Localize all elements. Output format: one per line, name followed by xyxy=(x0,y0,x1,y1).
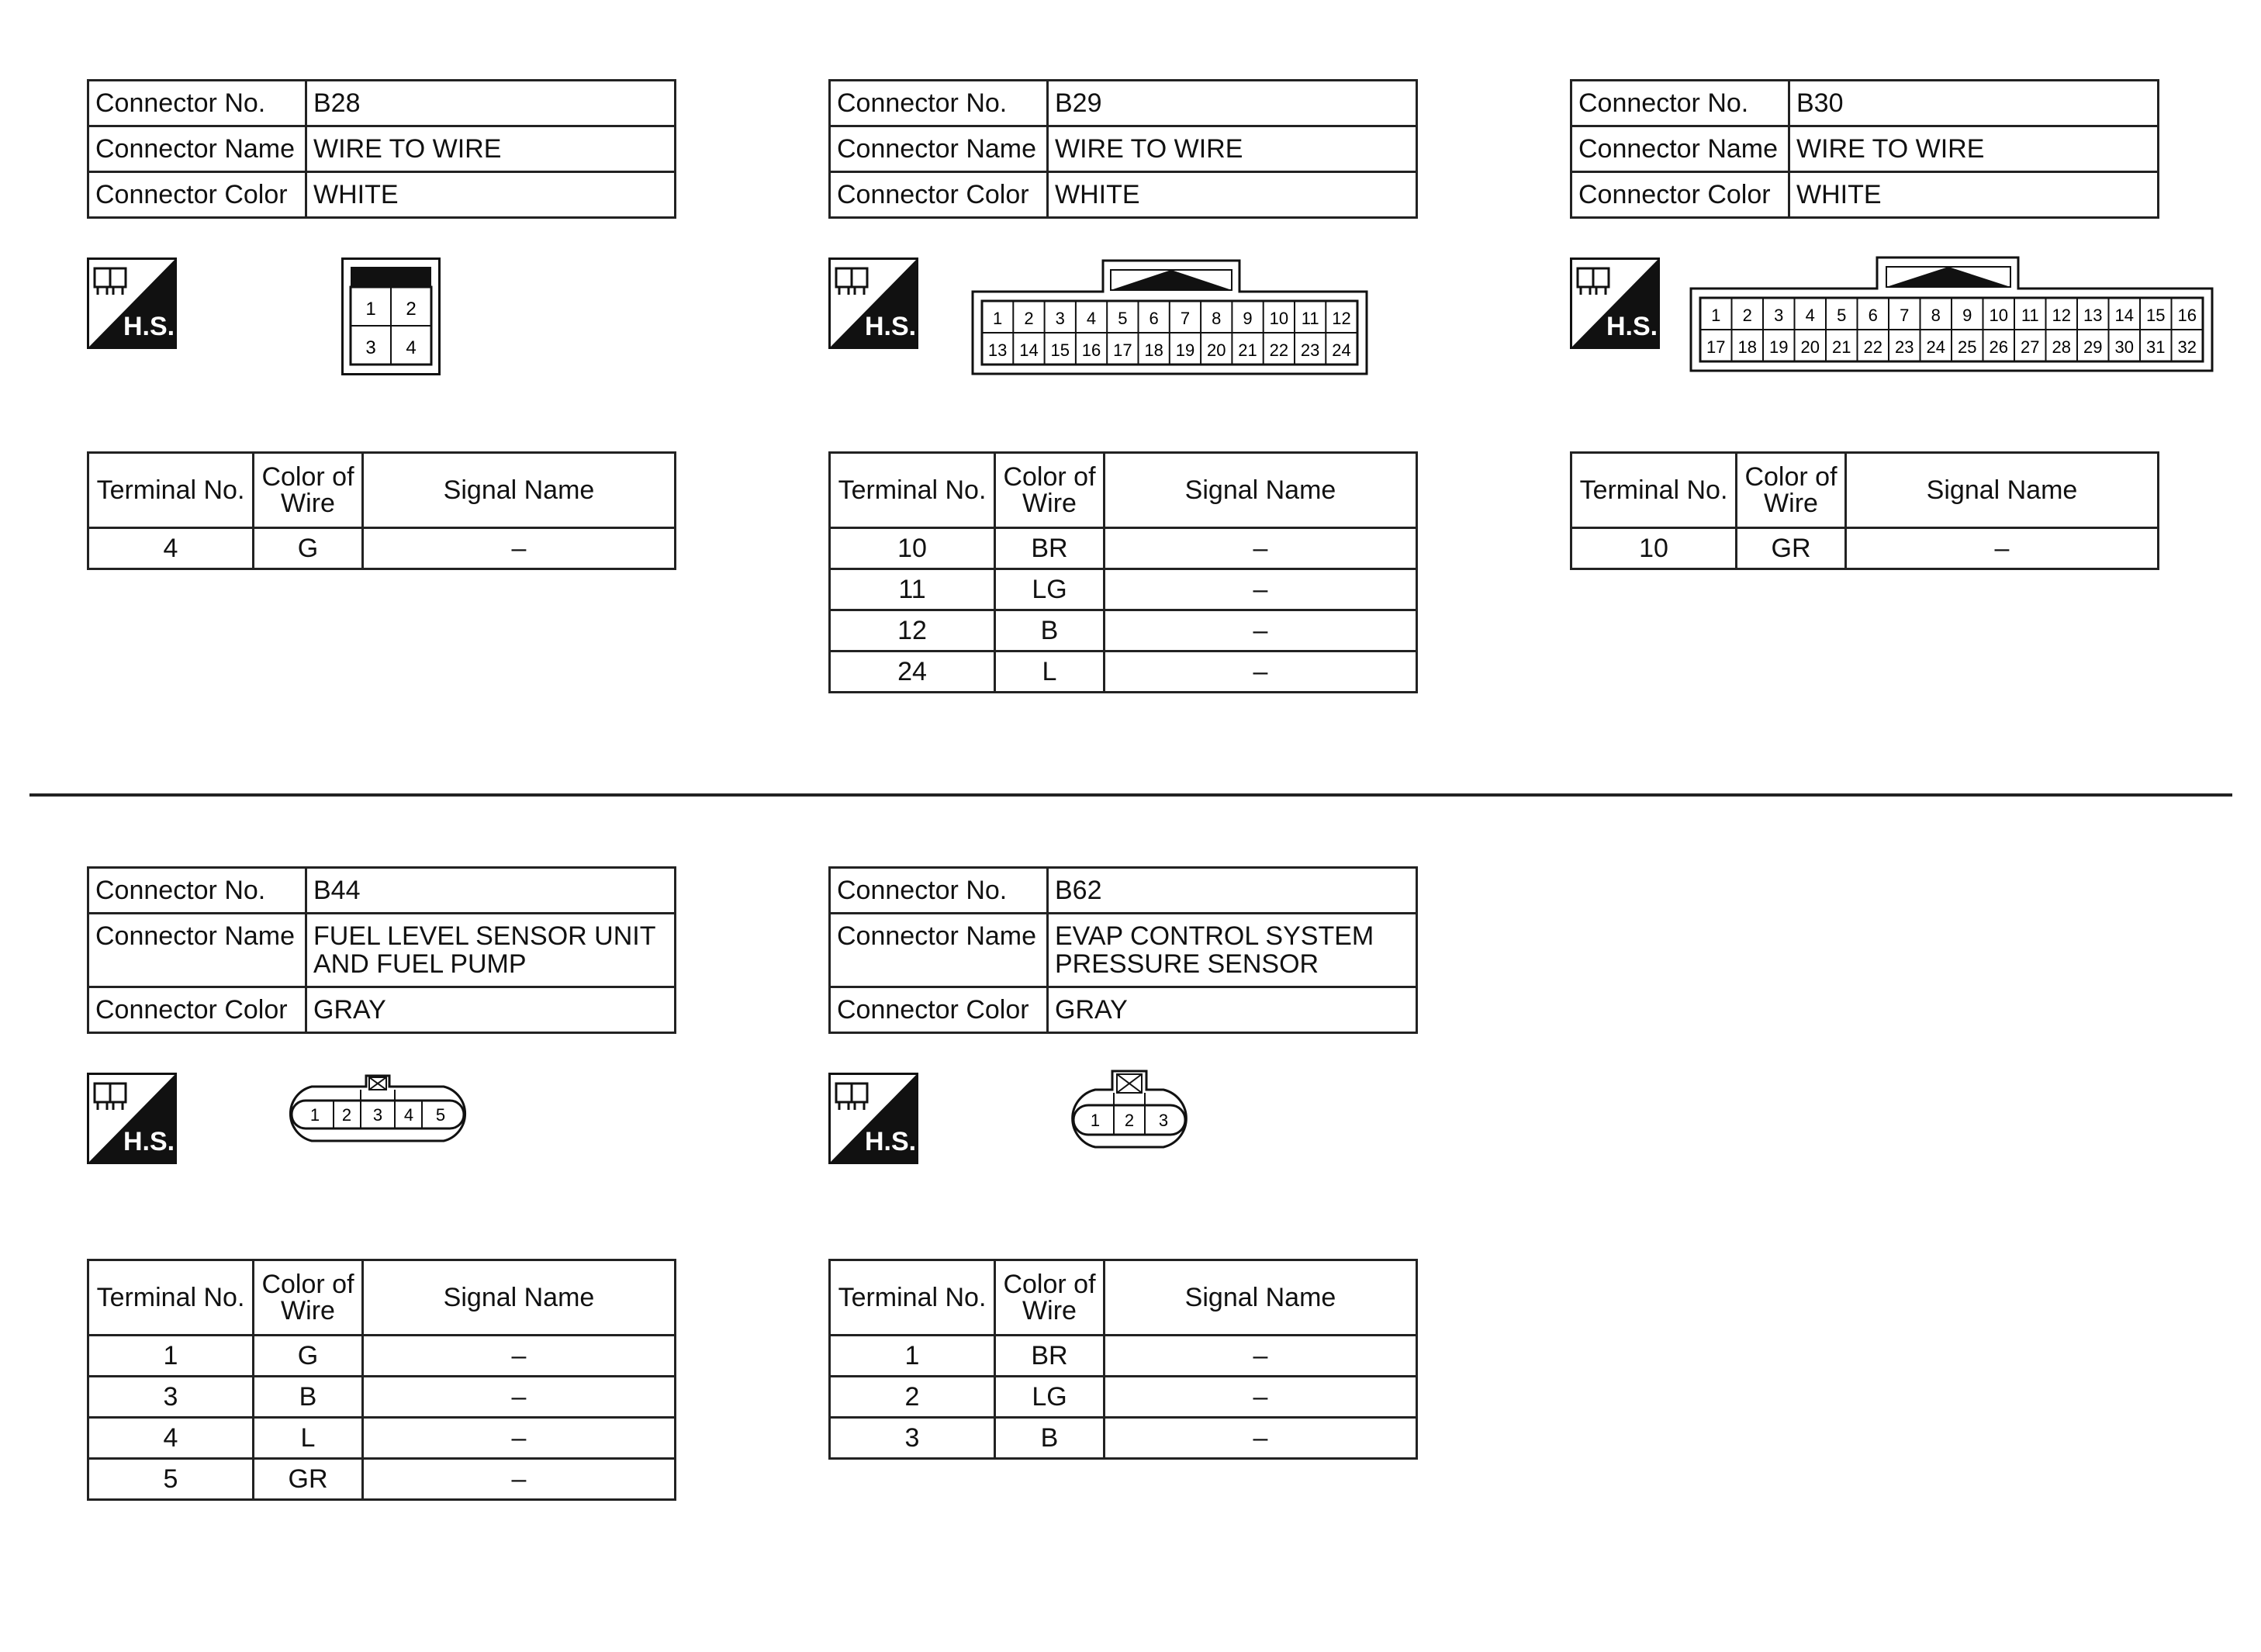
table-row: 5 GR – xyxy=(88,1459,676,1500)
connector-face-b28 xyxy=(341,257,441,375)
pin-label: 1 xyxy=(993,309,1003,328)
connector-no-value: B44 xyxy=(306,868,676,914)
pin-label: 10 xyxy=(1269,309,1289,328)
terminal-no-header: Terminal No. xyxy=(88,1260,254,1336)
connector-no-value: B30 xyxy=(1789,81,2159,126)
connector-color-value: WHITE xyxy=(306,172,676,218)
hs-label: H.S. xyxy=(864,1127,917,1156)
connector-no-label: Connector No. xyxy=(88,81,306,126)
table-row: 4 L – xyxy=(88,1418,676,1459)
connector-diagram xyxy=(1570,219,2197,451)
terminal-no-header: Terminal No. xyxy=(830,453,995,528)
pin-label: 19 xyxy=(1769,337,1789,357)
connector-no-label: Connector No. xyxy=(1571,81,1789,126)
pin-1: 1 xyxy=(365,299,376,320)
section-divider xyxy=(29,793,2232,797)
pin-label: 28 xyxy=(2052,337,2071,357)
connector-name-value: WIRE TO WIRE xyxy=(1048,126,1417,172)
pin-label: 22 xyxy=(1863,337,1882,357)
pin-label: 9 xyxy=(1243,309,1253,328)
pin-label: 17 xyxy=(1113,340,1132,360)
terminal-no-header: Terminal No. xyxy=(88,453,254,528)
pin-label: 14 xyxy=(1019,340,1039,360)
connector-name-label: Connector Name xyxy=(830,914,1048,987)
pin-5: 5 xyxy=(435,1105,446,1125)
pin-label: 26 xyxy=(1989,337,2008,357)
pin-label: 7 xyxy=(1180,309,1191,328)
connector-color-label: Connector Color xyxy=(830,987,1048,1033)
pin-1: 1 xyxy=(309,1105,320,1125)
wire-color-header: Color of Wire xyxy=(254,453,363,528)
terminal-table xyxy=(87,1259,676,1501)
connector-block-b30 xyxy=(1570,79,2197,570)
harness-side-icon xyxy=(87,1073,177,1164)
wire-color-header: Color of Wire xyxy=(995,453,1105,528)
pin-label: 13 xyxy=(987,340,1008,360)
connector-face-b29 xyxy=(971,259,1368,375)
connector-name-value: WIRE TO WIRE xyxy=(1789,126,2159,172)
connector-name-value: EVAP CONTROL SYSTEM PRESSURE SENSOR xyxy=(1048,914,1417,987)
connector-no-label: Connector No. xyxy=(830,868,1048,914)
pin-label: 18 xyxy=(1144,340,1163,360)
connector-block-b44 xyxy=(87,866,676,1501)
hs-label: H.S. xyxy=(864,312,917,341)
connector-color-label: Connector Color xyxy=(1571,172,1789,218)
connector-color-value: WHITE xyxy=(1789,172,2159,218)
pin-label: 5 xyxy=(1837,306,1847,325)
pin-label: 13 xyxy=(2083,306,2103,325)
connector-color-value: GRAY xyxy=(306,987,676,1033)
pin-label: 15 xyxy=(1050,340,1070,360)
pin-label: 30 xyxy=(2114,337,2134,357)
table-row: 10 GR – xyxy=(1571,528,2159,569)
pin-2: 2 xyxy=(1124,1111,1135,1130)
signal-name-header: Signal Name xyxy=(1105,453,1417,528)
pin-label: 32 xyxy=(2177,337,2197,357)
pin-label: 17 xyxy=(1706,337,1726,357)
pin-2: 2 xyxy=(341,1105,352,1125)
pin-label: 16 xyxy=(1081,340,1101,360)
pin-label: 3 xyxy=(1055,309,1065,328)
pin-label: 23 xyxy=(1895,337,1914,357)
pin-3: 3 xyxy=(372,1105,383,1125)
pin-label: 6 xyxy=(1868,306,1878,325)
terminal-table xyxy=(828,1259,1418,1460)
pin-1: 1 xyxy=(1090,1111,1101,1130)
terminal-no-header: Terminal No. xyxy=(830,1260,995,1336)
connector-no-label: Connector No. xyxy=(830,81,1048,126)
table-row: 24 L – xyxy=(830,651,1417,693)
pin-label: 21 xyxy=(1238,340,1257,360)
table-row: 2 LG – xyxy=(830,1377,1417,1418)
connector-name-value: FUEL LEVEL SENSOR UNIT AND FUEL PUMP xyxy=(306,914,676,987)
pin-label: 14 xyxy=(2114,306,2134,325)
pin-label: 18 xyxy=(1737,337,1757,357)
pin-label: 2 xyxy=(1742,306,1752,325)
pin-label: 4 xyxy=(1086,309,1097,328)
wire-color-header: Color of Wire xyxy=(1737,453,1846,528)
pin-4: 4 xyxy=(406,337,417,358)
pin-label: 4 xyxy=(1805,306,1815,325)
wire-color-header: Color of Wire xyxy=(254,1260,363,1336)
connector-color-value: WHITE xyxy=(1048,172,1417,218)
signal-name-header: Signal Name xyxy=(1846,453,2159,528)
connector-name-label: Connector Name xyxy=(88,126,306,172)
table-row: 4 G – xyxy=(88,528,676,569)
table-row: 1 G – xyxy=(88,1336,676,1377)
signal-name-header: Signal Name xyxy=(1105,1260,1417,1336)
pin-label: 29 xyxy=(2083,337,2103,357)
table-row: 3 B – xyxy=(830,1418,1417,1459)
pin-label: 16 xyxy=(2177,306,2197,325)
connector-no-value: B62 xyxy=(1048,868,1417,914)
connector-color-label: Connector Color xyxy=(830,172,1048,218)
pin-label: 6 xyxy=(1149,309,1159,328)
signal-name-header: Signal Name xyxy=(363,1260,676,1336)
harness-side-icon xyxy=(1570,257,1660,349)
connector-color-value: GRAY xyxy=(1048,987,1417,1033)
connector-no-value: B29 xyxy=(1048,81,1417,126)
signal-name-header: Signal Name xyxy=(363,453,676,528)
connector-diagram xyxy=(828,1034,1418,1259)
connector-block-b29 xyxy=(828,79,1418,693)
connector-name-label: Connector Name xyxy=(88,914,306,987)
pin-label: 8 xyxy=(1212,309,1222,328)
connector-name-value: WIRE TO WIRE xyxy=(306,126,676,172)
pin-label: 21 xyxy=(1832,337,1851,357)
connector-diagram xyxy=(87,219,676,451)
pin-label: 19 xyxy=(1175,340,1195,360)
terminal-no-header: Terminal No. xyxy=(1571,453,1737,528)
harness-side-icon xyxy=(828,257,918,349)
harness-side-icon xyxy=(828,1073,918,1164)
connector-info-table xyxy=(87,866,676,1034)
connector-info-table xyxy=(828,79,1418,219)
pin-label: 12 xyxy=(1332,309,1351,328)
connector-info-table xyxy=(87,79,676,219)
connector-no-value: B28 xyxy=(306,81,676,126)
hs-label: H.S. xyxy=(123,1127,175,1156)
connector-color-label: Connector Color xyxy=(88,172,306,218)
wire-color-header: Color of Wire xyxy=(995,1260,1105,1336)
hs-label: H.S. xyxy=(123,312,175,341)
table-row: 12 B – xyxy=(830,610,1417,651)
pin-label: 9 xyxy=(1962,306,1972,325)
pin-label: 27 xyxy=(2021,337,2040,357)
pin-label: 10 xyxy=(1989,306,2008,325)
connector-face-b30 xyxy=(1689,256,2214,372)
terminal-table xyxy=(828,451,1418,693)
terminal-table xyxy=(87,451,676,570)
pin-label: 7 xyxy=(1900,306,1910,325)
hs-label: H.S. xyxy=(1606,312,1658,341)
connector-name-label: Connector Name xyxy=(1571,126,1789,172)
pin-label: 20 xyxy=(1800,337,1820,357)
table-row: 3 B – xyxy=(88,1377,676,1418)
connector-info-table xyxy=(828,866,1418,1034)
pin-label: 24 xyxy=(1332,340,1351,360)
connector-diagram xyxy=(87,1034,676,1259)
connector-name-label: Connector Name xyxy=(830,126,1048,172)
pin-4: 4 xyxy=(403,1105,414,1125)
connector-face-b44 xyxy=(281,1073,475,1144)
terminal-table xyxy=(1570,451,2159,570)
connector-info-table xyxy=(1570,79,2159,219)
connector-color-label: Connector Color xyxy=(88,987,306,1033)
connector-diagram xyxy=(828,219,1418,451)
pin-label: 5 xyxy=(1118,309,1128,328)
pin-label: 11 xyxy=(1301,309,1319,328)
table-row: 1 BR – xyxy=(830,1336,1417,1377)
pin-3: 3 xyxy=(1158,1111,1169,1130)
pin-label: 15 xyxy=(2146,306,2166,325)
pin-label: 8 xyxy=(1931,306,1941,325)
pin-label: 1 xyxy=(1711,306,1721,325)
table-row: 10 BR – xyxy=(830,528,1417,569)
pin-label: 2 xyxy=(1024,309,1034,328)
pin-label: 3 xyxy=(1774,306,1784,325)
pin-label: 20 xyxy=(1207,340,1226,360)
connector-block-b28 xyxy=(87,79,676,570)
pin-label: 11 xyxy=(2021,306,2039,325)
pin-label: 12 xyxy=(2052,306,2071,325)
pin-3: 3 xyxy=(365,337,376,358)
pin-label: 22 xyxy=(1269,340,1289,360)
connector-block-b62 xyxy=(828,866,1418,1460)
harness-side-icon xyxy=(87,257,177,349)
table-row: 11 LG – xyxy=(830,569,1417,610)
pin-label: 24 xyxy=(1926,337,1945,357)
pin-label: 23 xyxy=(1300,340,1320,360)
connector-no-label: Connector No. xyxy=(88,868,306,914)
connector-face-b62 xyxy=(1063,1070,1196,1150)
pin-label: 25 xyxy=(1958,337,1977,357)
pin-label: 31 xyxy=(2146,337,2166,357)
pin-2: 2 xyxy=(406,299,417,320)
